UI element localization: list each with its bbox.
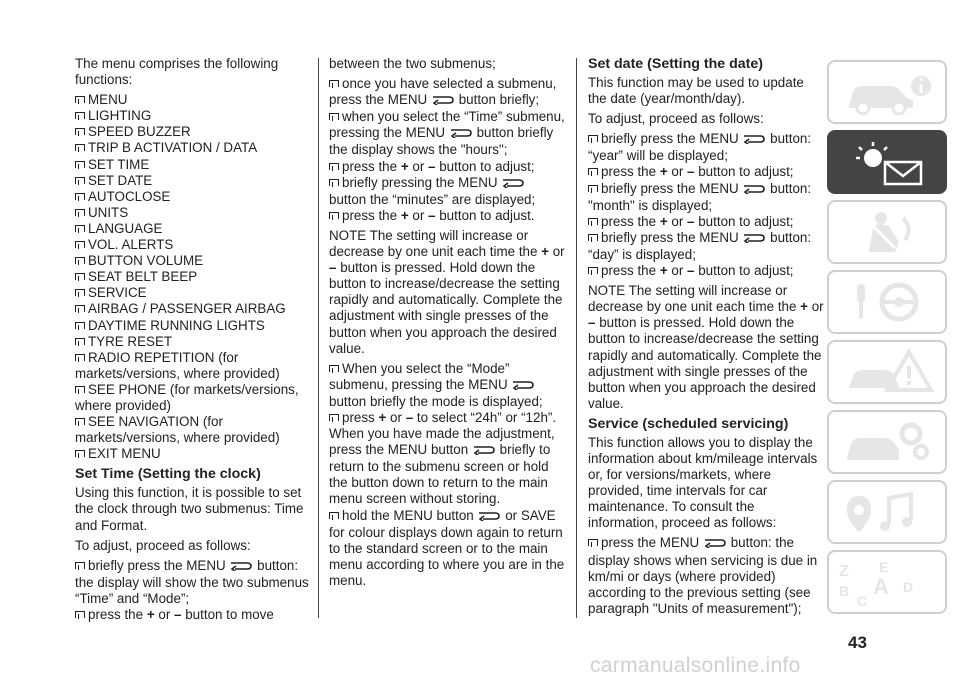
minus-symbol: – — [428, 158, 436, 174]
paragraph: Using this function, it is possible to set the clock through two submenus: Time and Format. — [75, 485, 304, 533]
text: button: “day” is displayed; — [588, 229, 812, 262]
minus-symbol: – — [687, 213, 695, 229]
text: button: the display shows when servicing is due in km/mi or days (where provided) according to the previous setting (see paragraph "Units of measurement"); — [588, 535, 818, 616]
note — [588, 283, 824, 412]
menu-button-icon — [449, 126, 473, 142]
list-item — [588, 230, 824, 263]
tab-starting-driving[interactable] — [827, 270, 947, 334]
menu-button-icon — [511, 378, 535, 394]
menu-item-label: RADIO REPETITION (for markets/versions, where provided) — [75, 349, 280, 381]
list-item — [329, 361, 565, 410]
text: or — [671, 164, 684, 180]
menu-button-icon — [229, 559, 253, 575]
key-steering-wheel-icon — [839, 278, 939, 328]
heading-set-date: Set date (Setting the date) — [588, 56, 763, 72]
text: button: the display will show the two submenus “Time” and “Mode”; — [75, 557, 309, 606]
bullet-icon — [75, 289, 85, 296]
text: button: "month" is displayed; — [588, 180, 812, 213]
text: to select “24h” or “12h”. — [416, 409, 557, 425]
text: button to move — [185, 607, 274, 622]
tab-emergency[interactable] — [827, 340, 947, 404]
text: briefly pressing the MENU — [342, 174, 498, 190]
bullet-icon — [588, 168, 598, 175]
minus-symbol: – — [405, 409, 414, 425]
text: or — [671, 263, 684, 279]
text: press the — [88, 607, 144, 622]
bullet-icon — [75, 257, 85, 264]
paragraph: This function allows you to display the information about km/mileage intervals or, for versions/markets, where provided, time intervals for car maintenance. To consult the information, proceed as follows: — [588, 434, 818, 531]
menu-button-icon — [472, 443, 496, 459]
warning-light-message-icon — [839, 138, 939, 188]
bullet-icon — [75, 305, 85, 312]
text: button briefly the mode is displayed; — [329, 393, 543, 409]
minus-symbol: – — [687, 263, 695, 279]
text: When you select the “Mode” submenu, pressing the MENU — [329, 360, 510, 392]
bullet-icon — [75, 354, 85, 361]
text: or — [671, 213, 684, 229]
text: NOTE The setting will increase or decrease by one unit each time the — [588, 283, 797, 315]
menu-item-label: AIRBAG / PASSENGER AIRBAG — [88, 301, 286, 317]
bullet-icon — [75, 161, 85, 168]
tab-safety[interactable] — [827, 200, 947, 264]
menu-list-item — [75, 350, 311, 382]
menu-list-item — [75, 237, 311, 253]
bullet-icon — [75, 386, 85, 393]
menu-item-label: SEE NAVIGATION (for markets/versions, where provided) — [75, 414, 280, 446]
list-item — [329, 76, 565, 109]
bullet-icon — [329, 212, 339, 219]
list-item — [329, 410, 565, 426]
menu-list-item — [75, 318, 311, 334]
text: hold the MENU button — [342, 507, 474, 523]
bullet-icon — [329, 179, 339, 186]
menu-list-item — [75, 414, 311, 446]
car-info-icon — [839, 68, 939, 118]
menu-list-item — [75, 173, 311, 189]
menu-item-label: SPEED BUZZER — [88, 124, 191, 140]
menu-item-label: LANGUAGE — [88, 220, 163, 236]
menu-item-label: TRIP B ACTIVATION / DATA — [88, 140, 258, 156]
text: button is pressed. Hold down the button to increase/decrease the setting rapidly and automatically. Complete the adjustment with single presses of the button when you approach the desired value. — [588, 315, 822, 411]
plus-symbol: + — [378, 409, 387, 425]
bullet-icon — [588, 234, 598, 241]
paragraph: for colour displays down again to return to the standard screen or to the main menu according to where you are in the menu. — [329, 524, 565, 588]
plus-symbol: + — [541, 244, 549, 260]
text: when you select the “Time” submenu, pressing the MENU — [329, 109, 565, 141]
menu-item-label: SEE PHONE (for markets/versions, where provided) — [75, 381, 299, 413]
bullet-icon — [329, 113, 339, 120]
minus-symbol: – — [588, 315, 596, 331]
chapter-tabs — [827, 60, 949, 620]
text: button the “minutes” are displayed; — [329, 191, 536, 207]
text: briefly press the MENU — [88, 557, 226, 573]
paragraph: between the two submenus; — [329, 56, 496, 71]
intro-text: The menu comprises the following functions: — [75, 56, 279, 88]
text: button to adjust; — [698, 263, 794, 279]
bullet-icon — [329, 414, 339, 421]
menu-list-item — [75, 108, 311, 124]
menu-list-item — [75, 334, 311, 350]
minus-symbol: – — [174, 607, 182, 622]
text: once you have selected a submenu, press the MENU — [329, 76, 557, 108]
list-item — [588, 263, 824, 279]
list-item — [75, 558, 311, 607]
column-divider — [576, 58, 577, 618]
menu-item-label: LIGHTING — [88, 108, 152, 124]
bullet-icon — [75, 562, 85, 569]
text: or — [412, 158, 425, 174]
text: button to adjust; — [439, 158, 535, 174]
menu-item-label: VOL. ALERTS — [88, 237, 174, 253]
plus-symbol: + — [800, 299, 808, 315]
alphabetical-index-icon — [839, 558, 939, 608]
menu-item-label: EXIT MENU — [88, 446, 161, 462]
list-item — [588, 164, 824, 180]
menu-button-icon — [742, 231, 766, 247]
text: NOTE The setting will increase or decrease by one unit each time the — [329, 227, 538, 260]
text: press the MENU — [601, 535, 700, 551]
page-number: 43 — [848, 633, 867, 652]
menu-list-item — [75, 301, 311, 317]
menu-button-icon — [742, 132, 766, 148]
heading-set-time: Set Time (Setting the clock) — [75, 466, 261, 483]
plus-symbol: + — [659, 263, 668, 279]
bullet-icon — [588, 185, 598, 192]
text: briefly press the MENU — [601, 180, 739, 196]
bullet-icon — [75, 209, 85, 216]
list-item — [329, 508, 565, 525]
menu-item-label: BUTTON VOLUME — [88, 253, 204, 269]
text: press the — [342, 158, 398, 174]
bullet-icon — [75, 112, 85, 119]
plus-symbol: + — [146, 607, 155, 622]
menu-list-item — [75, 124, 311, 140]
bullet-icon — [75, 273, 85, 280]
minus-symbol: – — [329, 260, 337, 276]
menu-button-icon — [703, 536, 727, 552]
list-item — [588, 535, 824, 616]
text: press the — [601, 213, 657, 229]
text: press the — [342, 207, 398, 223]
bullet-icon — [329, 163, 339, 170]
menu-item-label: SET TIME — [88, 156, 150, 172]
bullet-icon — [329, 512, 339, 519]
column-2 — [329, 56, 565, 593]
plus-symbol: + — [659, 213, 668, 229]
bullet-icon — [75, 96, 85, 103]
text: button to adjust. — [439, 207, 535, 223]
text: press the — [601, 263, 657, 279]
svg-text:E: E — [879, 559, 889, 575]
menu-list-item — [75, 253, 311, 269]
music-navigation-icon — [839, 488, 939, 538]
bullet-icon — [588, 267, 598, 274]
text: button briefly the display shows the "hours"; — [329, 125, 554, 158]
menu-list-item — [75, 382, 311, 414]
list-item — [329, 109, 565, 158]
bullet-icon — [75, 241, 85, 248]
menu-item-label: DAYTIME RUNNING LIGHTS — [88, 317, 265, 333]
list-item — [588, 131, 824, 164]
text: or — [412, 207, 425, 223]
text: briefly press the MENU — [601, 131, 739, 147]
minus-symbol: – — [687, 164, 695, 180]
tab-maintenance[interactable] — [827, 410, 947, 474]
watermark: carmanualsonline.info — [590, 654, 801, 677]
menu-item-label: TYRE RESET — [88, 333, 173, 349]
bullet-icon — [588, 135, 598, 142]
bullet-icon — [75, 418, 85, 425]
text: button to adjust; — [698, 164, 794, 180]
bullet-icon — [75, 611, 85, 618]
text: or — [811, 299, 824, 315]
bullet-icon — [588, 218, 598, 225]
bullet-icon — [75, 128, 85, 135]
svg-text:A: A — [873, 574, 889, 599]
tab-vehicle-knowledge[interactable] — [827, 60, 947, 124]
text: button briefly; — [458, 92, 540, 108]
menu-button-icon — [477, 509, 501, 525]
menu-button-icon — [501, 176, 525, 192]
svg-text:B: B — [839, 583, 850, 599]
paragraph — [329, 426, 565, 507]
list-item — [329, 159, 565, 175]
bullet-icon — [588, 539, 598, 546]
text: button to adjust; — [698, 213, 794, 229]
menu-list-item — [75, 285, 311, 301]
tab-index[interactable] — [827, 550, 947, 614]
menu-list-item — [75, 92, 311, 108]
bullet-icon — [75, 225, 85, 232]
column-1 — [75, 56, 311, 623]
triangle-car-emergency-icon — [839, 348, 939, 398]
paragraph: To adjust, proceed as follows: — [75, 537, 251, 553]
tab-warning-lights[interactable] — [827, 130, 947, 194]
list-item — [329, 208, 565, 224]
menu-item-label: MENU — [88, 92, 128, 108]
menu-list-item — [75, 140, 311, 156]
menu-item-label: SET DATE — [88, 172, 153, 188]
menu-list-item — [75, 221, 311, 237]
car-maintenance-icon — [839, 418, 939, 468]
minus-symbol: – — [428, 207, 436, 223]
svg-text:Z: Z — [839, 563, 849, 580]
svg-text:D: D — [903, 579, 914, 595]
menu-item-label: AUTOCLOSE — [88, 188, 171, 204]
column-divider — [318, 58, 319, 618]
text: press the — [601, 164, 657, 180]
plus-symbol: + — [400, 158, 409, 174]
text: button: “year” will be displayed; — [588, 131, 812, 164]
text: When you have made the adjustment, press the MENU button — [329, 426, 555, 458]
text: or — [390, 409, 402, 425]
text: or — [158, 607, 171, 622]
bullet-icon — [75, 322, 85, 329]
svg-text:C: C — [857, 593, 868, 608]
text: briefly press the MENU — [601, 229, 739, 245]
seat-belt-airbag-icon — [839, 208, 939, 258]
paragraph: To adjust, proceed as follows: — [588, 111, 764, 127]
menu-item-label: SEAT BELT BEEP — [88, 269, 198, 285]
text: or SAVE — [505, 507, 556, 523]
bullet-icon — [75, 144, 85, 151]
tab-multimedia[interactable] — [827, 480, 947, 544]
menu-list-item — [75, 269, 311, 285]
text: or — [552, 244, 565, 260]
list-item — [588, 214, 824, 230]
paragraph: This function may be used to update the date (year/month/day). — [588, 75, 804, 107]
menu-button-icon — [742, 182, 766, 198]
bullet-icon — [75, 177, 85, 184]
text: press — [342, 409, 375, 425]
text: button is pressed. Hold down the button to increase/decrease the setting rapidly and automatically. Complete the adjustment with single presses of the button when you approach the desired value. — [329, 260, 563, 356]
menu-list-item — [75, 157, 311, 173]
heading-service: Service (scheduled servicing) — [588, 415, 789, 432]
bullet-icon — [75, 193, 85, 200]
menu-button-icon — [431, 93, 455, 109]
bullet-icon — [75, 450, 85, 457]
menu-list-item — [75, 189, 311, 205]
bullet-icon — [329, 365, 339, 372]
list-item — [588, 181, 824, 214]
menu-item-label: SERVICE — [88, 285, 147, 301]
plus-symbol: + — [400, 207, 409, 223]
plus-symbol: + — [659, 164, 668, 180]
bullet-icon — [75, 338, 85, 345]
note — [329, 228, 565, 357]
bullet-icon — [329, 80, 339, 87]
menu-list-item — [75, 446, 311, 462]
text: briefly to return to the submenu screen or hold the button down to return to the main menu screen without storing. — [329, 442, 551, 507]
menu-list — [75, 92, 311, 462]
list-item — [329, 175, 565, 208]
menu-list-item — [75, 205, 311, 221]
column-3 — [588, 56, 824, 617]
list-item — [75, 607, 311, 623]
menu-item-label: UNITS — [88, 204, 129, 220]
